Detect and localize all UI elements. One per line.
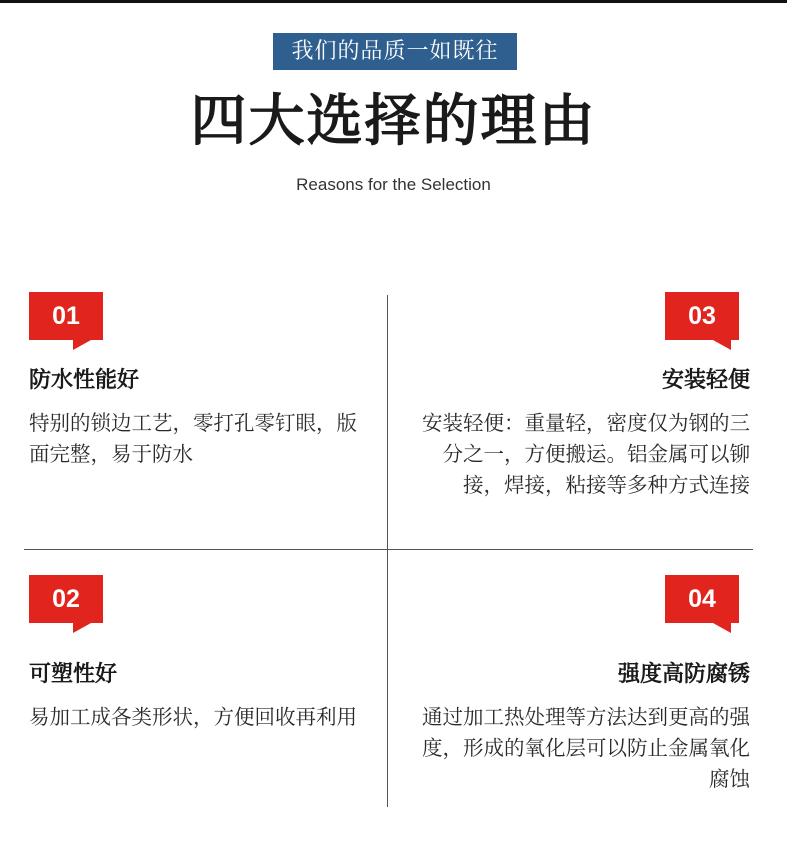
horizontal-divider bbox=[24, 549, 753, 550]
badge-number: 02 bbox=[29, 575, 103, 623]
number-badge-04 bbox=[665, 575, 739, 633]
badge-number: 04 bbox=[665, 575, 739, 623]
item-desc-strength: 通过加工热处理等方法达到更高的强度，形成的氧化层可以防止金属氧化腐蚀 bbox=[422, 705, 750, 791]
item-desc-waterproof: 特别的锁边工艺，零打孔零钉眼，版面完整，易于防水 bbox=[29, 411, 357, 466]
item-title-plasticity: 可塑性好 bbox=[29, 662, 118, 687]
item-desc-lightweight: 安装轻便：重量轻，密度仅为钢的三分之一，方便搬运。铝金属可以铆接，焊接，粘接等多种方式连接 bbox=[422, 411, 750, 497]
badge-number: 01 bbox=[29, 292, 103, 340]
item-title-strength: 强度高防腐锈 bbox=[617, 662, 750, 687]
page-title: 四大选择的理由 bbox=[190, 89, 597, 154]
number-badge-03 bbox=[665, 292, 739, 350]
badge-tail bbox=[73, 623, 91, 633]
page-subtitle: Reasons for the Selection bbox=[296, 175, 491, 194]
number-badge-01 bbox=[29, 292, 103, 350]
badge-number: 03 bbox=[665, 292, 739, 340]
badge-tail bbox=[713, 340, 731, 350]
vertical-divider bbox=[387, 295, 388, 807]
top-border-line bbox=[0, 0, 787, 3]
tagline-banner: 我们的品质一如既往 bbox=[273, 33, 517, 70]
number-badge-02 bbox=[29, 575, 103, 633]
item-title-lightweight: 安装轻便 bbox=[661, 368, 750, 393]
badge-tail bbox=[73, 340, 91, 350]
item-title-waterproof: 防水性能好 bbox=[29, 368, 140, 393]
badge-tail bbox=[713, 623, 731, 633]
item-desc-plasticity: 易加工成各类形状，方便回收再利用 bbox=[29, 705, 357, 729]
